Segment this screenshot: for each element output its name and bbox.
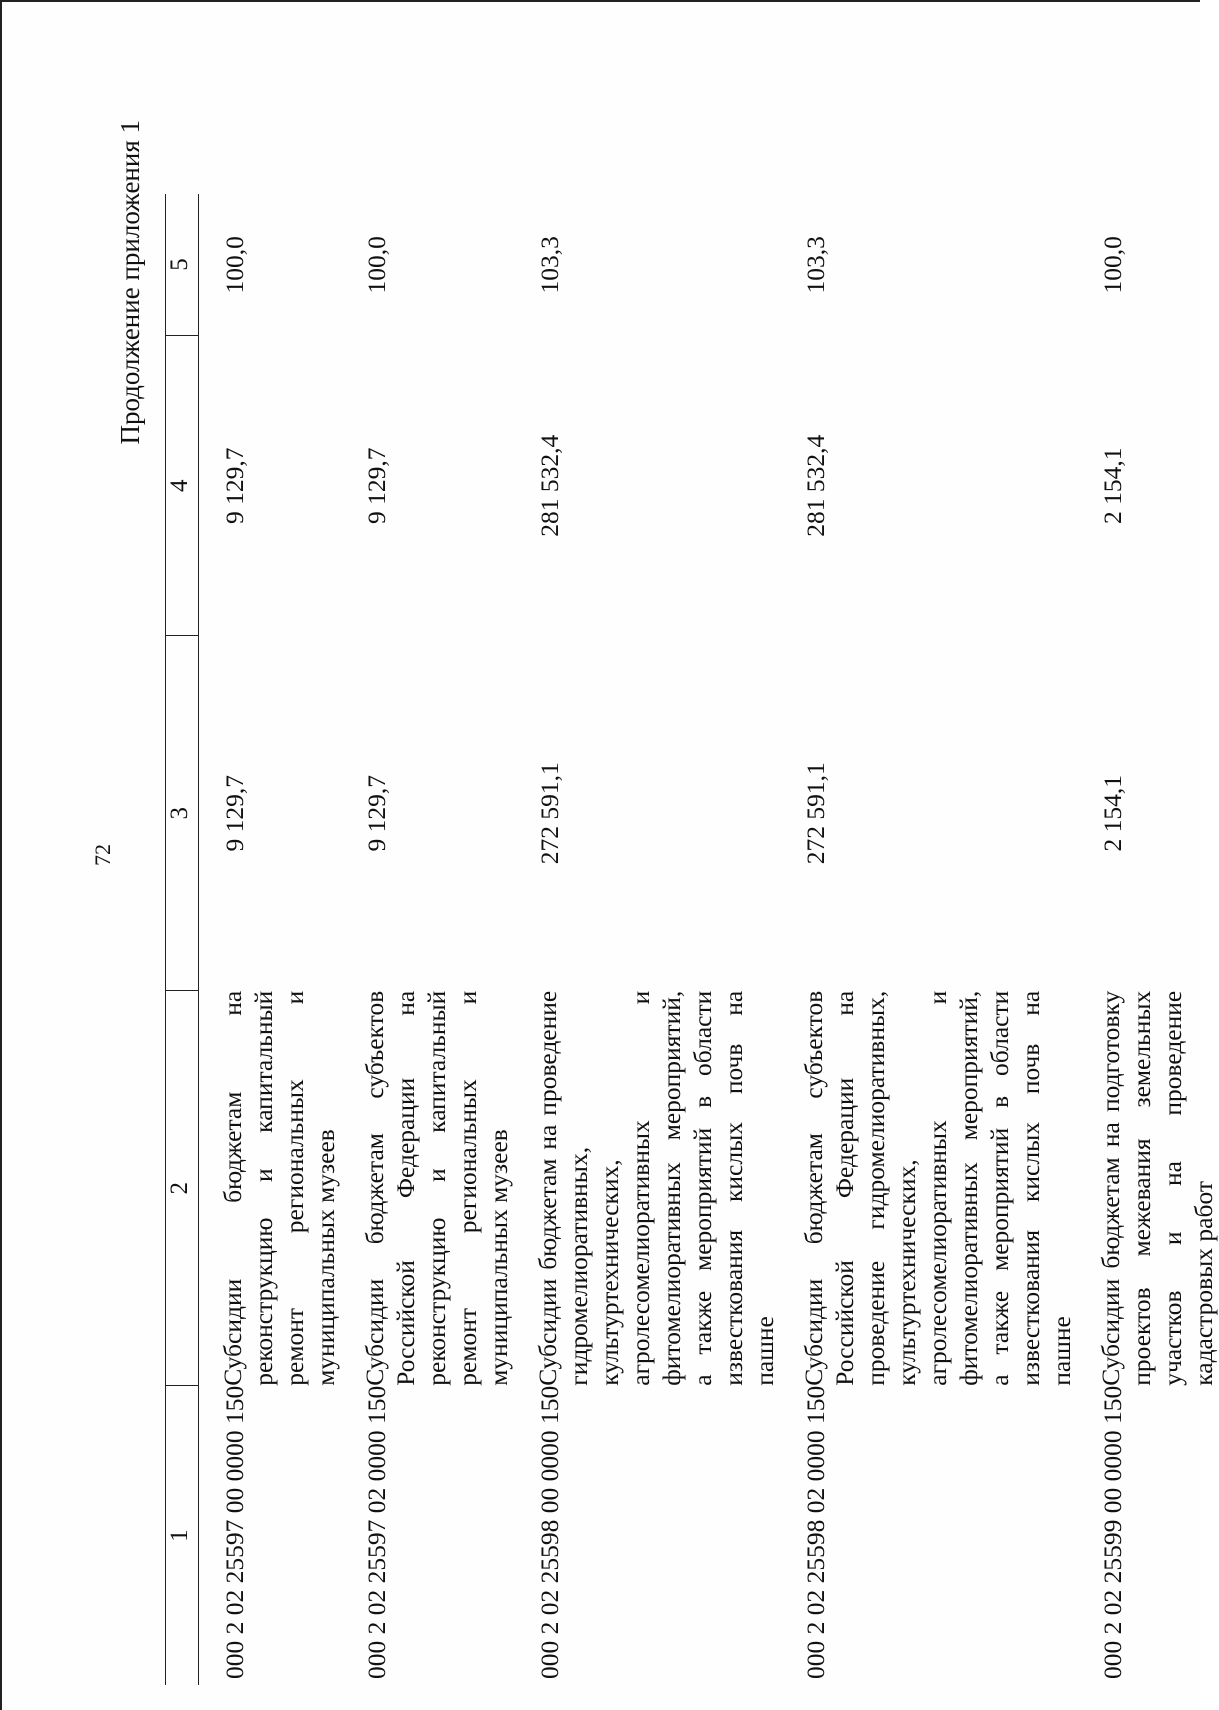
- row-code: 000 2 02 25598 00 0000 150: [535, 1385, 564, 1679]
- row-code: 000 2 02 25599 00 0000 150: [1098, 1385, 1127, 1679]
- row-description-text: Субсидии бюджетам на проведение гидромелиоративных, культуртехнических, агролесомелиоративных и фитомелиоративных мероприятий, а также мероприятий в области известкования кислых почв на пашне: [533, 990, 779, 1386]
- row-value-col3: 2 154,1: [1098, 775, 1127, 852]
- row-description: [1077, 991, 1219, 1386]
- row-value-col5: 100,0: [362, 236, 391, 294]
- row-description: [199, 991, 342, 1386]
- table-row: [341, 194, 514, 1685]
- row-value-col4: 9 129,7: [362, 447, 391, 524]
- row-description: [341, 991, 514, 1386]
- row-value-col5: 100,0: [220, 236, 249, 294]
- row-value-col3: 272 591,1: [535, 762, 564, 865]
- row-value-col4: 9 129,7: [220, 447, 249, 524]
- page-number: 72: [90, 844, 115, 866]
- row-description-text: Субсидии бюджетам субъектов Российской Федерации на реконструкцию и капитальный ремонт региональных и муниципальных музеев: [360, 990, 513, 1386]
- row-value-col4: 281 532,4: [535, 434, 564, 537]
- appendix-continuation-label: Продолжение приложения 1: [115, 120, 145, 445]
- row-value-col5: 100,0: [1098, 236, 1127, 294]
- header-col-2: 2: [166, 991, 199, 1386]
- table-row: [780, 194, 1077, 1685]
- header-col-3: 3: [166, 636, 199, 991]
- row-code: 000 2 02 25597 02 0000 150: [362, 1385, 391, 1679]
- row-value-col5: 103,3: [535, 236, 564, 294]
- row-description-text: Субсидии бюджетам субъектов Российской Федерации на проведение гидромелиоративных, культуртехнических, агролесомелиоративных и фитомелиоративных мероприятий, а также мероприятий в области известкования кислых почв на пашне: [799, 990, 1076, 1386]
- row-description: [514, 991, 780, 1386]
- row-description-text: Субсидии бюджетам на подготовку проектов межевания земельных участков и на проведение кадастровых работ: [1096, 990, 1218, 1386]
- row-description: [780, 991, 1077, 1386]
- header-col-5: 5: [166, 194, 199, 336]
- header-col-1: 1: [166, 1386, 199, 1685]
- row-value-col3: 9 129,7: [362, 775, 391, 852]
- row-code: 000 2 02 25598 02 0000 150: [801, 1385, 830, 1679]
- table-row: [1077, 194, 1219, 1685]
- row-code: 000 2 02 25597 00 0000 150: [220, 1385, 249, 1679]
- row-value-col4: 281 532,4: [801, 434, 830, 537]
- row-value-col5: 103,3: [801, 236, 830, 294]
- row-description-text: Субсидии бюджетам на реконструкцию и капитальный ремонт региональных и муниципальных музеев: [218, 990, 340, 1386]
- table-row: [199, 194, 342, 1685]
- table-row: [514, 194, 780, 1685]
- row-value-col3: 272 591,1: [801, 762, 830, 865]
- budget-table: [165, 194, 1219, 1685]
- row-value-col3: 9 129,7: [220, 775, 249, 852]
- header-col-4: 4: [166, 336, 199, 636]
- row-value-col4: 2 154,1: [1098, 447, 1127, 524]
- table-header-row: [166, 194, 199, 1685]
